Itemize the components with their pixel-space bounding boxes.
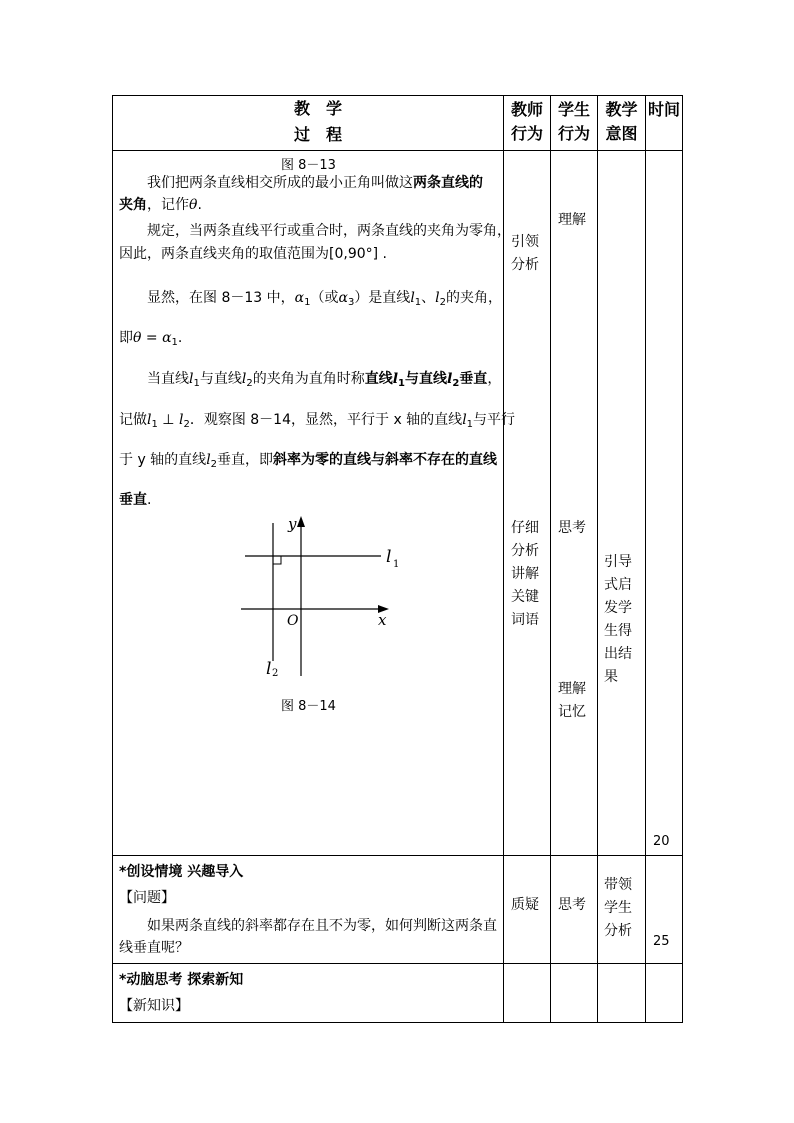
explore-time-cell: [646, 964, 683, 1023]
symbol: l: [178, 412, 184, 428]
header-process-line2: 过 程: [293, 125, 342, 144]
subscript: 1: [304, 297, 311, 308]
fig13-caption: 图 8－13: [281, 158, 336, 173]
text: 与直线: [405, 371, 448, 387]
lesson-table: [112, 95, 683, 1023]
explore-title: *动脑思考 探索新知: [119, 972, 244, 988]
intro-time: 25: [653, 934, 670, 949]
intro-process-cell: [113, 856, 504, 964]
time-value: 20: [653, 834, 670, 849]
text: 学生: [604, 900, 632, 916]
header-time: 时间: [646, 96, 683, 151]
header-teacher: 教师行为: [504, 96, 551, 151]
paragraph-notation: [119, 409, 515, 436]
symbol: l: [206, 452, 211, 468]
subscript: 3: [347, 297, 355, 308]
paragraph-definition: [147, 172, 483, 194]
text: 关键: [511, 589, 539, 605]
main-teacher-cell: [504, 151, 551, 856]
row-explore: [113, 964, 683, 1023]
teacher-guide: [511, 231, 539, 277]
symbol: l: [392, 371, 399, 387]
paragraph-rule-cont: 因此，两条直线夹角的取值范围为[0,90°] .: [119, 246, 387, 262]
header-student: 学生行为: [551, 96, 598, 151]
text: 、: [421, 290, 436, 306]
text: 我们把两条直线相交所成的最小正角叫做这: [147, 175, 413, 191]
text: 于 y 轴的直线: [119, 452, 207, 468]
text: 生得: [604, 623, 632, 639]
subscript: 2: [452, 378, 460, 389]
text: ．观察图 8－14，显然，平行于 x 轴的直线: [189, 412, 463, 428]
intro-intent-cell: [598, 856, 646, 964]
explore-process-cell: [113, 964, 504, 1023]
paragraph-perpendicular-end: [119, 489, 151, 511]
symbol: l: [462, 412, 467, 428]
header-process: [113, 96, 504, 151]
paragraph-equation: [119, 327, 182, 354]
intro-teacher-cell: [504, 856, 551, 964]
symbol: l: [241, 371, 247, 387]
origin-label: O: [287, 613, 299, 629]
text: 两条直线的: [413, 175, 483, 191]
subscript: 2: [439, 297, 447, 308]
text: 垂直: [459, 371, 488, 387]
text: （或: [310, 290, 339, 306]
main-time-cell: [646, 151, 683, 856]
text: .: [197, 197, 202, 213]
y-label: y: [288, 515, 297, 533]
l1-subscript: 1: [393, 559, 400, 570]
right-angle-mark: [273, 556, 281, 564]
fig14-caption: 图 8－14: [281, 699, 336, 714]
text: 词语: [511, 612, 539, 628]
text: 果: [604, 669, 618, 685]
x-label: x: [378, 611, 387, 629]
intro-student-cell: [551, 856, 598, 964]
subscript: 1: [151, 419, 158, 430]
text: 垂直，即: [217, 452, 274, 468]
text: 出结: [604, 646, 632, 662]
text: 式启: [604, 577, 632, 593]
text: 带领: [604, 877, 632, 893]
text: 引领: [511, 234, 539, 250]
intro-time-cell: [646, 856, 683, 964]
text: 分析: [604, 923, 632, 939]
student-memorize: [558, 678, 586, 724]
paragraph-rule: 规定，当两条直线平行或重合时，两条直线的夹角为零角，: [147, 223, 511, 239]
subscript: 1: [398, 378, 406, 389]
l2-label: l: [266, 659, 272, 676]
l2-subscript: 2: [272, 668, 279, 676]
header-process-line1: 教 学: [293, 99, 342, 118]
text: 与直线: [199, 371, 242, 387]
symbol: l: [410, 290, 415, 306]
text: 垂直: [119, 492, 147, 508]
text: 记忆: [558, 704, 586, 720]
paragraph-definition-cont: [119, 194, 202, 216]
text: 直线: [364, 371, 393, 387]
text: 发学: [604, 600, 632, 616]
row-main: [113, 151, 683, 856]
paragraph-perpendicular: 当直线$l_1$与直线$l_2$的夹角为直角时称直线$l_1$与直线$l_2$垂直，: [147, 371, 502, 389]
text: 斜率为零的直线与斜率不存在的直线: [273, 452, 498, 468]
y-axis-arrow: [297, 516, 305, 527]
row-intro: [113, 856, 683, 964]
text: .: [177, 330, 183, 346]
text: 仔细: [511, 520, 539, 536]
text: 即: [119, 330, 133, 346]
symbol: l: [447, 371, 453, 387]
subscript: 1: [193, 378, 200, 389]
subscript: 2: [246, 378, 253, 389]
header-intent: 教学意图: [598, 96, 646, 151]
text: 分析: [511, 543, 539, 559]
l1-label: l: [386, 547, 392, 567]
paragraph-y-axis: [119, 449, 497, 476]
text: 引导: [604, 554, 632, 570]
explore-student-cell: [551, 964, 598, 1023]
symbol: α: [162, 330, 172, 346]
intro-question-line1: 如果两条直线的斜率都存在且不为零，如何判断这两条直: [147, 918, 497, 934]
subscript: 2: [210, 459, 218, 470]
text: 的夹角，: [446, 290, 503, 306]
text: 夹角: [119, 197, 147, 213]
student-think: 思考: [558, 520, 586, 536]
text: 与平行: [473, 412, 516, 428]
symbol: α: [294, 290, 305, 306]
intro-title: *创设情境 兴趣导入: [119, 864, 244, 880]
text: 当直线: [147, 371, 189, 387]
text: ，记作: [147, 197, 189, 213]
student-understand: 理解: [558, 212, 586, 228]
text: .: [147, 492, 152, 508]
header-row: [113, 96, 683, 151]
intent-guide: [604, 551, 632, 689]
explore-intent-cell: [598, 964, 646, 1023]
text: 讲解: [511, 566, 539, 582]
text: 的夹角为直角时称: [252, 371, 365, 387]
subscript: 1: [171, 337, 178, 348]
subscript: 1: [466, 419, 474, 430]
text: ）是直线: [354, 290, 411, 306]
symbol: l: [189, 371, 194, 387]
text: 分析: [511, 257, 539, 273]
text: =: [141, 330, 163, 346]
teacher-analyze: [511, 517, 539, 632]
subscript: 2: [183, 419, 190, 430]
explore-bracket: 【新知识】: [119, 998, 189, 1014]
symbol: α: [338, 290, 348, 306]
intro-intent: [598, 856, 645, 943]
text: 理解: [558, 681, 586, 697]
intro-student: 思考: [558, 897, 586, 913]
figure-8-14-graph: [231, 511, 401, 676]
main-intent-cell: [598, 151, 646, 856]
symbol: θ: [189, 197, 198, 213]
main-process-cell: [113, 151, 516, 856]
paragraph-obvious: [147, 287, 502, 314]
text: ⊥: [157, 412, 179, 428]
intro-teacher: 质疑: [511, 897, 539, 913]
text: 记做: [119, 412, 147, 428]
subscript: 1: [414, 297, 422, 308]
explore-teacher-cell: [504, 964, 551, 1023]
symbol: l: [435, 290, 440, 306]
symbol: θ: [133, 330, 142, 346]
symbol: l: [147, 412, 152, 428]
intro-bracket: 【问题】: [119, 890, 175, 906]
main-student-cell: [551, 151, 598, 856]
intro-question-line2: 线垂直呢？: [119, 940, 189, 956]
text: 显然，在图 8－13 中，: [147, 290, 295, 306]
